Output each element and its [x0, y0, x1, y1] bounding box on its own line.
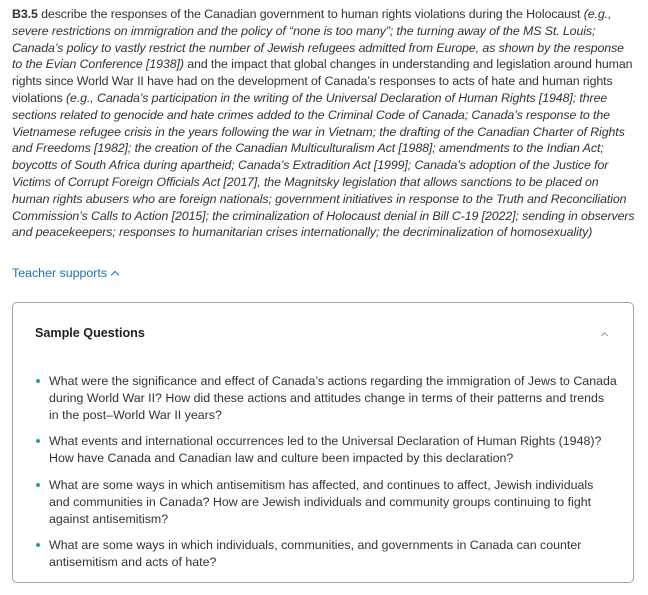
collapse-toggle[interactable] — [599, 329, 611, 339]
bullet-icon — [36, 483, 40, 487]
chevron-up-icon — [111, 271, 119, 279]
expectation-examples-1: (e.g., severe restrictions on immigration and the policy of “none is too many”; the turning away of the MS St. Louis; Canada’s policy to vastly restrict the number of Jewish refugees admitted from Europe, as shown by the response to the Evian Conference [1938]) — [12, 7, 624, 72]
expectation-text-2: and the impact that global changes in understanding and legislation around human rights since World War II have had on the development of Canada’s responses to acts of hate and human rights violations — [12, 57, 633, 105]
sample-questions-list — [35, 373, 617, 581]
expectation-code: B3.5 — [12, 7, 38, 21]
expectation-examples-2: (e.g., Canada’s participation in the writing of the Universal Declaration of Human Rights [1948]; three sections related to genocide and hate crimes added to the Criminal Code of Canada; Canada’s response to the Vietnamese refugee crisis in the years following the war in Vietnam; the drafting of the Canadian Charter of Rights and Freedoms [1982]; the creation of the Canadian Multiculturalism Act [1988]; amendments to the Indian Act; boycotts of South Africa during apartheid; Canada’s Extradition Act [1999]; Canada’s adoption of the Justice for Victims of Corrupt Foreign Officials Act [2017], the Magnitsky legislation that allows sanctions to be placed on human rights abusers who are foreign nationals; government initiatives in response to the Truth and Reconciliation Commission’s Calls to Action [2015]; the criminalization of Holocaust denial in Bill C-19 [2022]; sending in observers and peacekeepers; responses to humanitarian crises internationally; the decriminalization of homosexuality) — [12, 90, 635, 240]
expectation-b3-5 — [12, 6, 637, 241]
bullet-icon — [36, 543, 40, 547]
list-item — [35, 477, 617, 527]
list-item — [35, 537, 617, 571]
question-text: What are some ways in which individuals, communities, and governments in Canada can counter antisemitism and acts of hate? — [49, 538, 582, 570]
list-item — [35, 433, 617, 467]
teacher-supports-toggle[interactable] — [12, 266, 118, 280]
question-text: What were the significance and effect of Canada’s actions regarding the immigration of Jews to Canada during World War II? How did these actions and attitudes change in terms of their patterns and trends in the post–World War II years? — [49, 374, 617, 422]
bullet-icon — [36, 379, 40, 383]
question-text: What are some ways in which antisemitism has affected, and continues to affect, Jewish individuals and communities in Canada? How are Jewish individuals and community groups continuing to fight against antisemitism? — [49, 477, 594, 526]
bullet-icon — [36, 439, 40, 443]
question-text: What events and international occurrences led to the Universal Declaration of Human Rights (1948)? How have Canada and Canadian law and culture been impacted by this declaration? — [49, 434, 602, 466]
chevron-up-icon — [601, 332, 608, 339]
sample-questions-title: Sample Questions — [35, 326, 145, 340]
expectation-text-1: describe the responses of the Canadian government to human rights violations during the Holocaust — [37, 7, 584, 21]
list-item — [35, 373, 617, 423]
teacher-supports-label: Teacher supports — [12, 266, 108, 280]
sample-questions-panel — [12, 302, 634, 583]
